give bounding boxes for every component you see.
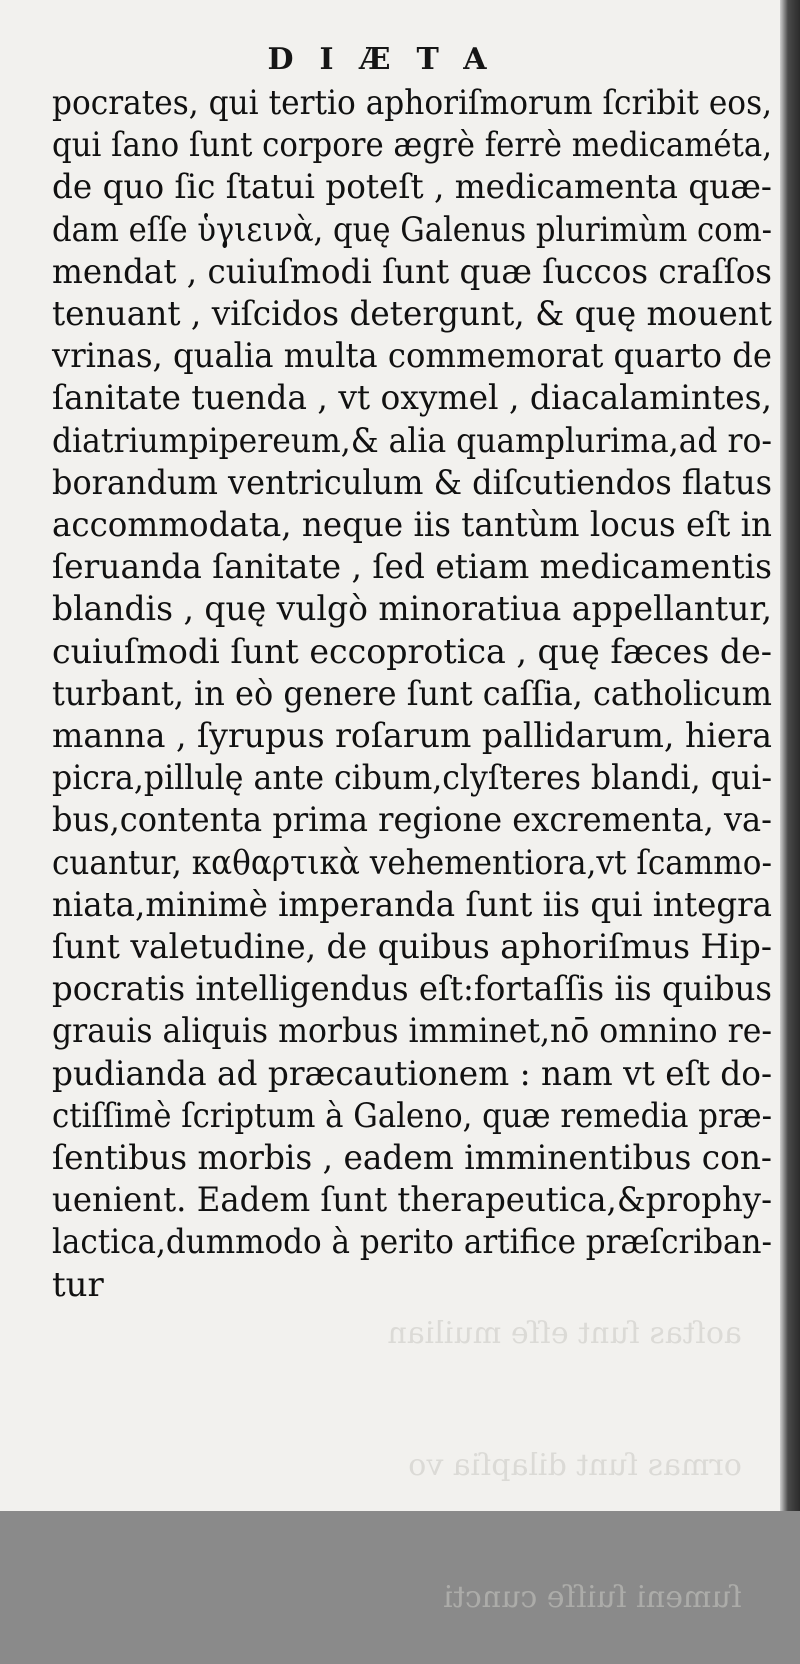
show-through-line: aoſtas ſunt eſſe muilian	[387, 1316, 742, 1351]
text-line: picra,pillulę ante cibum,clyſteres blandi, qui-	[52, 758, 773, 799]
text-line: niata,minimè imperanda ſunt iis qui integra	[52, 884, 772, 925]
text-line: manna , ſyrupus roſarum pallidarum, hiera	[52, 716, 772, 757]
text-line: pudianda ad præcautionem : nam vt eſt do-	[52, 1053, 773, 1094]
text-line: tenuant , viſcidos detergunt, & quę mouent	[52, 294, 772, 335]
text-line: ſeruanda ſanitate , ſed etiam medicamentis	[52, 547, 773, 588]
text-line: ſentibus morbis , eadem imminentibus con-	[52, 1138, 773, 1179]
book-gutter	[780, 0, 800, 1511]
text-line: ſanitate tuenda , vt oxymel , diacalamintes,	[52, 378, 772, 419]
text-line: accommodata, neque iis tantùm locus eſt in	[52, 505, 773, 546]
text-line: qui ſano ſunt corpore ægrè ferrè medicaméta,	[52, 125, 773, 166]
running-head: DIÆTA	[267, 42, 513, 77]
text-line: ſunt valetudine, de quibus aphoriſmus Hip-	[52, 927, 773, 968]
text-line: mendat , cuiuſmodi ſunt quæ ſuccos craſſos	[52, 251, 773, 292]
text-line: diatriumpipereum,& alia quamplurima,ad ro-	[52, 420, 772, 461]
text-line: cuantur, καθαρτικὰ vehementiora,vt ſcammo-	[52, 842, 772, 883]
text-line: de quo ſic ſtatui poteſt , medicamenta quæ-	[52, 167, 772, 208]
text-line: cuiuſmodi ſunt eccoprotica , quę fæces de-	[52, 631, 773, 672]
text-line: pocrates, qui tertio aphoriſmorum ſcribit eos,	[52, 83, 773, 123]
body-text	[52, 82, 772, 1306]
text-line: bus,contenta prima regione excrementa, va-	[52, 800, 773, 841]
text-line: vrinas, qualia multa commemorat quarto de	[52, 336, 772, 377]
text-line: pocratis intelligendus eſt:fortaſſis iis quibus	[52, 969, 773, 1010]
text-line: ctiſſimè ſcriptum à Galeno, quæ remedia præ-	[52, 1095, 772, 1136]
text-line: lactica,dummodo à perito artifice præſcriban-	[52, 1222, 773, 1263]
show-through-line: ſumeni ſuiſſe cuncti	[443, 1580, 742, 1615]
show-through-line: ormas ſunt dilapſia vo	[408, 1448, 742, 1483]
text-line: grauis aliquis morbus imminet,nō omnino re-	[52, 1011, 772, 1052]
text-line: dam eſſe ὑγιεινὰ, quę Galenus plurimùm com-	[52, 209, 773, 250]
text-line: blandis , quę vulgò minoratiua appellantur,	[52, 589, 772, 630]
text-line: turbant, in eò genere ſunt caſſia, catholicum	[52, 673, 772, 714]
text-line: tur	[52, 1264, 104, 1305]
text-line: uenient. Eadem ſunt therapeutica,&prophy-	[52, 1180, 773, 1221]
text-line: borandum ventriculum & diſcutiendos flatus	[52, 462, 773, 503]
